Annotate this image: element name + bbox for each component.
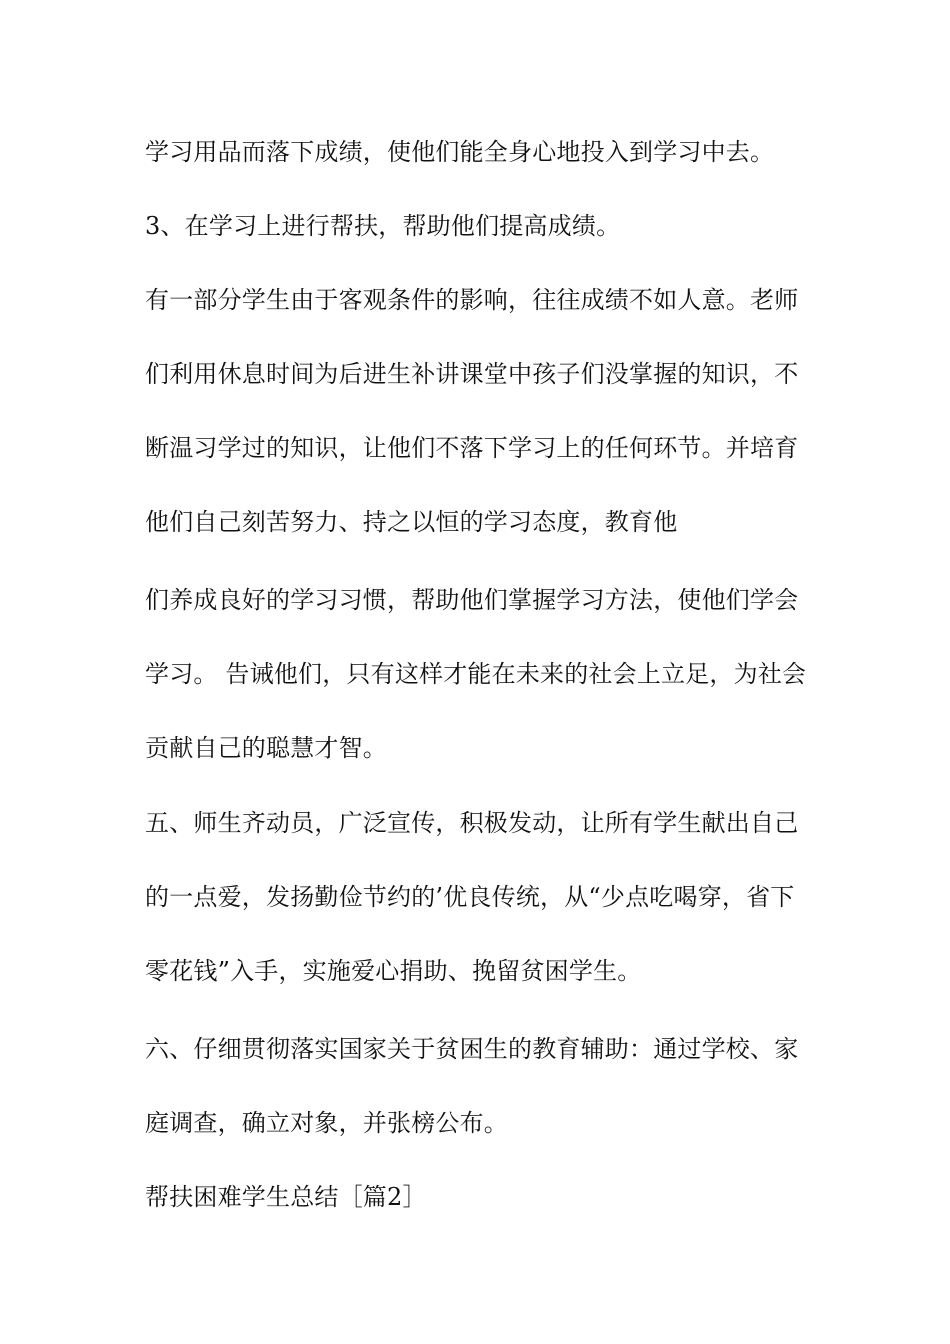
text-line: 有一部分学生由于客观条件的影响，往往成绩不如人意。老师 <box>145 286 799 314</box>
section-heading-line: 五、师生齐动员，广泛宣传，积极发动，让所有学生献出自己 <box>145 809 799 837</box>
text-line: 庭调查，确立对象，并张榜公布。 <box>145 1109 508 1137</box>
text-line: 学习用品而落下成绩，使他们能全身心地投入到学习中去。 <box>145 138 775 166</box>
text-line: 3、在学习上进行帮扶，帮助他们提高成绩。 <box>145 212 621 240</box>
text-line: 学习。 告诫他们，只有这样才能在未来的社会上立足，为社会 <box>145 660 807 688</box>
text-line: 断温习学过的知识，让他们不落下学习上的任何环节。并培育 <box>145 434 799 462</box>
text-line: 们利用休息时间为后进生补讲课堂中孩子们没掌握的知识，不 <box>145 360 799 388</box>
text-line: 贡献自己的聪慧才智。 <box>145 734 387 762</box>
text-line: 零花钱”入手，实施爱心捐助、挽留贫困学生。 <box>145 957 642 985</box>
text-line: 他们自己刻苦努力、持之以恒的学习态度，教育他 <box>145 508 678 536</box>
text-line: 的一点爱，发扬勤俭节约的’优良传统，从“少点吃喝穿，省下 <box>145 883 795 911</box>
text-line: 们养成良好的学习习惯，帮助他们掌握学习方法，使他们学会 <box>145 586 799 614</box>
article-title: 帮扶困难学生总结［篇2］ <box>145 1183 427 1211</box>
section-heading-line: 六、仔细贯彻落实国家关于贫困生的教育辅助：通过学校、家 <box>145 1035 799 1063</box>
